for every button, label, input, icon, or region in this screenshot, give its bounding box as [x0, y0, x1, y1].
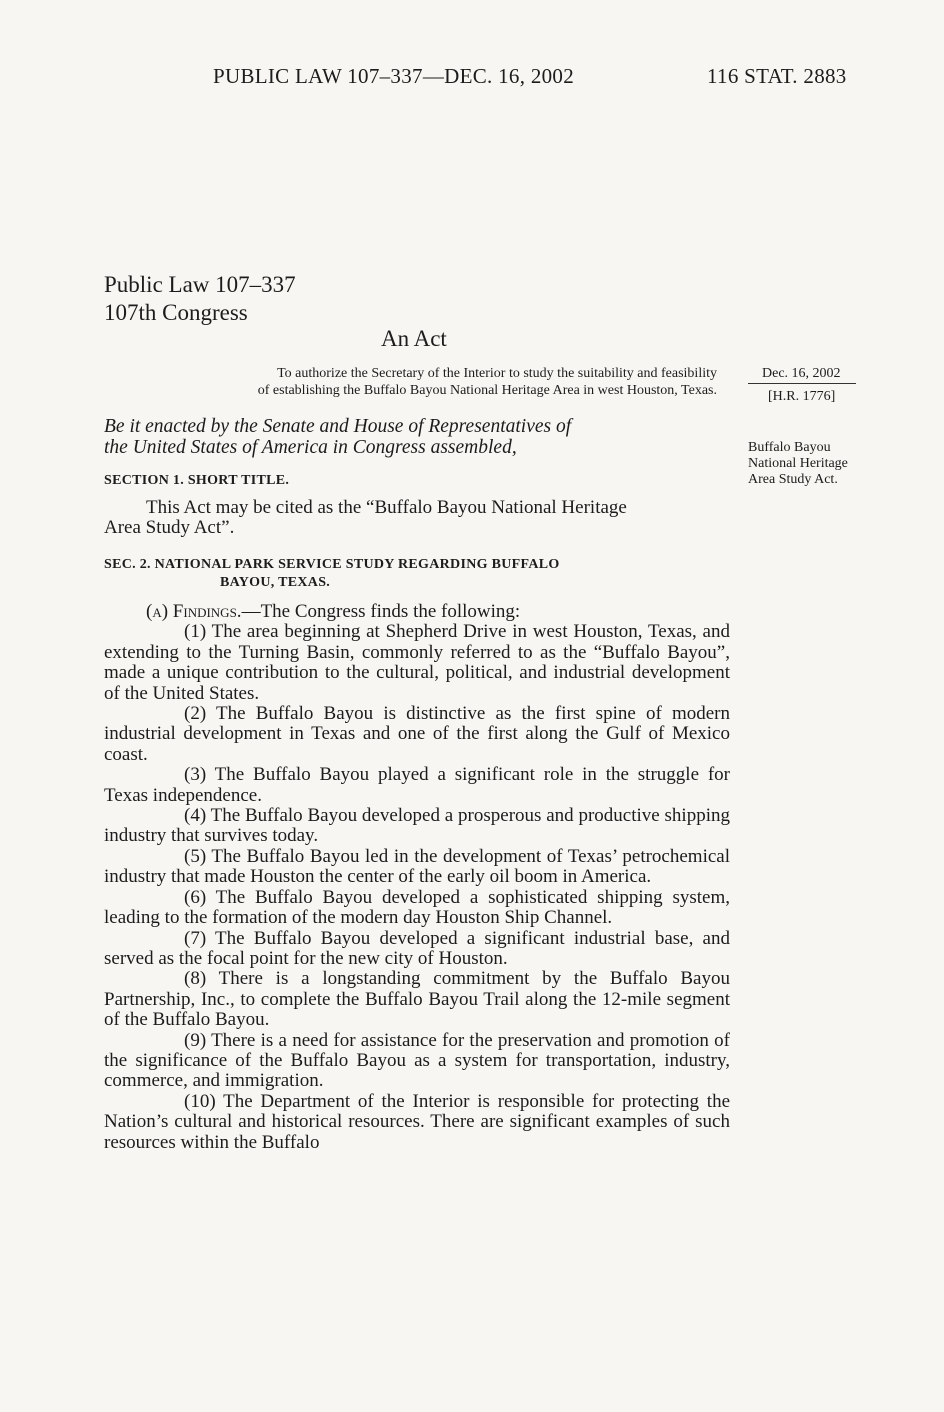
- findings-intro-text: —The Congress finds the following:: [241, 601, 521, 622]
- finding-paragraph: (2) The Buffalo Bayou is distinctive as the first spine of modern industrial development in Texas and one of the first along the Gulf of Mexico coast.: [104, 703, 730, 765]
- findings-list: [104, 602, 730, 1153]
- margin-short-title-note: Buffalo Bayou National Heritage Area Study Act.: [748, 440, 848, 487]
- finding-paragraph: (6) The Buffalo Bayou developed a sophisticated shipping system, leading to the formation of the modern day Houston Ship Channel.: [104, 886, 730, 929]
- running-head-right: 116 STAT. 2883: [707, 64, 847, 88]
- finding-paragraph: (4) The Buffalo Bayou developed a prosperous and productive shipping industry that survives today.: [104, 805, 730, 847]
- margin-divider: [748, 383, 856, 384]
- act-purpose: [117, 365, 717, 399]
- enacting-clause: [104, 416, 724, 458]
- section-1-text: [104, 498, 730, 539]
- section-2-heading-line: BAYOU, TEXAS.: [220, 575, 331, 590]
- margin-date: Dec. 16, 2002: [762, 366, 841, 381]
- finding-paragraph: (5) The Buffalo Bayou led in the development of Texas’ petrochemical industry that made Houston the center of the early oil boom in America.: [104, 845, 730, 888]
- finding-paragraph: (8) There is a longstanding commitment by the Buffalo Bayou Partnership, Inc., to complete the Buffalo Bayou Trail along the 12-mile segment of the Buffalo Bayou.: [104, 968, 730, 1031]
- section-1-line: Area Study Act”.: [104, 517, 235, 539]
- margin-bill-number: [H.R. 1776]: [768, 389, 836, 404]
- finding-paragraph: (1) The area beginning at Shepherd Drive in west Houston, Texas, and extending to the Turning Basin, commonly referred to as the “Buffalo Bayou”, made a unique contribution to the cultural, political, and industrial development of the United States.: [104, 621, 730, 704]
- an-act-title: An Act: [381, 326, 447, 351]
- finding-paragraph: (3) The Buffalo Bayou played a significant role in the struggle for Texas independence.: [104, 764, 730, 806]
- section-2-heading: [104, 556, 730, 592]
- finding-paragraph: (10) The Department of the Interior is responsible for protecting the Nation’s cultural and historical resources. There are significant examples of such resources within the Buffalo: [104, 1090, 730, 1153]
- congress-label: 107th Congress: [104, 300, 248, 325]
- section-1-line: This Act may be cited as the “Buffalo Bayou National Heritage: [146, 497, 627, 518]
- public-law-number: Public Law 107–337: [104, 272, 296, 297]
- findings-label: (a) Findings.: [146, 601, 242, 622]
- section-2-heading-line: SEC. 2. NATIONAL PARK SERVICE STUDY REGARDING BUFFALO: [104, 557, 560, 572]
- section-1-heading: SECTION 1. SHORT TITLE.: [104, 473, 290, 488]
- enacting-line: Be it enacted by the Senate and House of Representatives of: [104, 416, 572, 437]
- purpose-line: To authorize the Secretary of the Interior to study the suitability and feasibility: [277, 366, 717, 381]
- running-head-left: PUBLIC LAW 107–337—DEC. 16, 2002: [213, 64, 575, 88]
- purpose-line: of establishing the Buffalo Bayou National Heritage Area in west Houston, Texas.: [257, 383, 717, 398]
- finding-paragraph: (9) There is a need for assistance for the preservation and promotion of the significance of the Buffalo Bayou as a system for transportation, industry, commerce, and immigration.: [104, 1029, 730, 1092]
- findings-intro: [104, 602, 730, 622]
- finding-paragraph: (7) The Buffalo Bayou developed a significant industrial base, and served as the focal point for the new city of Houston.: [104, 927, 730, 969]
- enacting-line: the United States of America in Congress assembled,: [104, 437, 517, 458]
